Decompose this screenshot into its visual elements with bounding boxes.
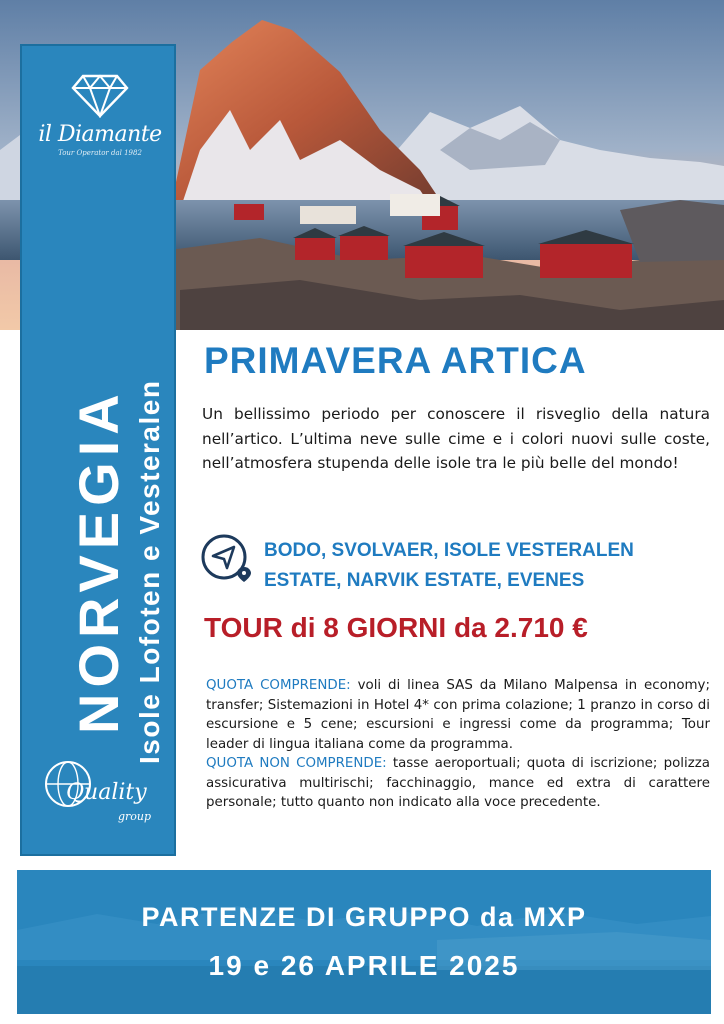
banner-line-2: 19 e 26 APRILE 2025: [208, 950, 520, 981]
diamond-icon: [71, 74, 129, 118]
quality-sub: group: [118, 810, 152, 823]
brand-logo: [22, 74, 176, 157]
banner-background: [17, 870, 711, 1014]
quality-text: Quality: [66, 780, 147, 805]
route-line-2: ESTATE, NARVIK ESTATE, EVENES: [264, 570, 585, 591]
banner-line-1: PARTENZE DI GRUPPO da MXP: [141, 902, 587, 932]
included-label: QUOTA COMPRENDE:: [206, 678, 351, 693]
location-pin-icon: [200, 533, 254, 583]
route-destinations: [264, 536, 720, 596]
brand-name: il Diamante: [38, 122, 162, 147]
country-title: NORVEGIA: [67, 388, 130, 734]
departures-banner: [17, 870, 711, 1014]
quality-group-logo: [38, 752, 168, 852]
quota-details: [206, 676, 710, 813]
headline: PRIMAVERA ARTICA: [204, 340, 587, 381]
route-line-1: BODO, SVOLVAER, ISOLE VESTERALEN: [264, 540, 634, 561]
sidebar-panel: [20, 44, 176, 856]
islands-subtitle: Isole Lofoten e Vesteralen: [134, 379, 165, 764]
tour-price: TOUR di 8 GIORNI da 2.710 €: [204, 612, 588, 643]
excluded-label: QUOTA NON COMPRENDE:: [206, 756, 387, 771]
excluded-text: tasse aeroportuali; quota di iscrizione; polizza assicurativa multirischi; facchinaggio, mance ed extra di carattere personale; tutto quanto non indicato alla voce precedente.: [206, 756, 711, 810]
brand-tagline: Tour Operator dal 1982: [58, 149, 142, 157]
intro-paragraph: Un bellissimo periodo per conoscere il risveglio della natura nell’artico. L’ultima neve sulle cime e i colori nuovi sulle coste, nell’atmosfera stupenda delle isole tra le più belle del mondo!: [202, 405, 710, 472]
included-text: voli di linea SAS da Milano Malpensa in economy; transfer; Sistemazioni in Hotel 4* con prima colazione; 1 pranzo in corso di escursione e 5 cene; escursioni e ingressi come da programma; Tour leader di lingua italiana come da programma.: [206, 678, 710, 752]
